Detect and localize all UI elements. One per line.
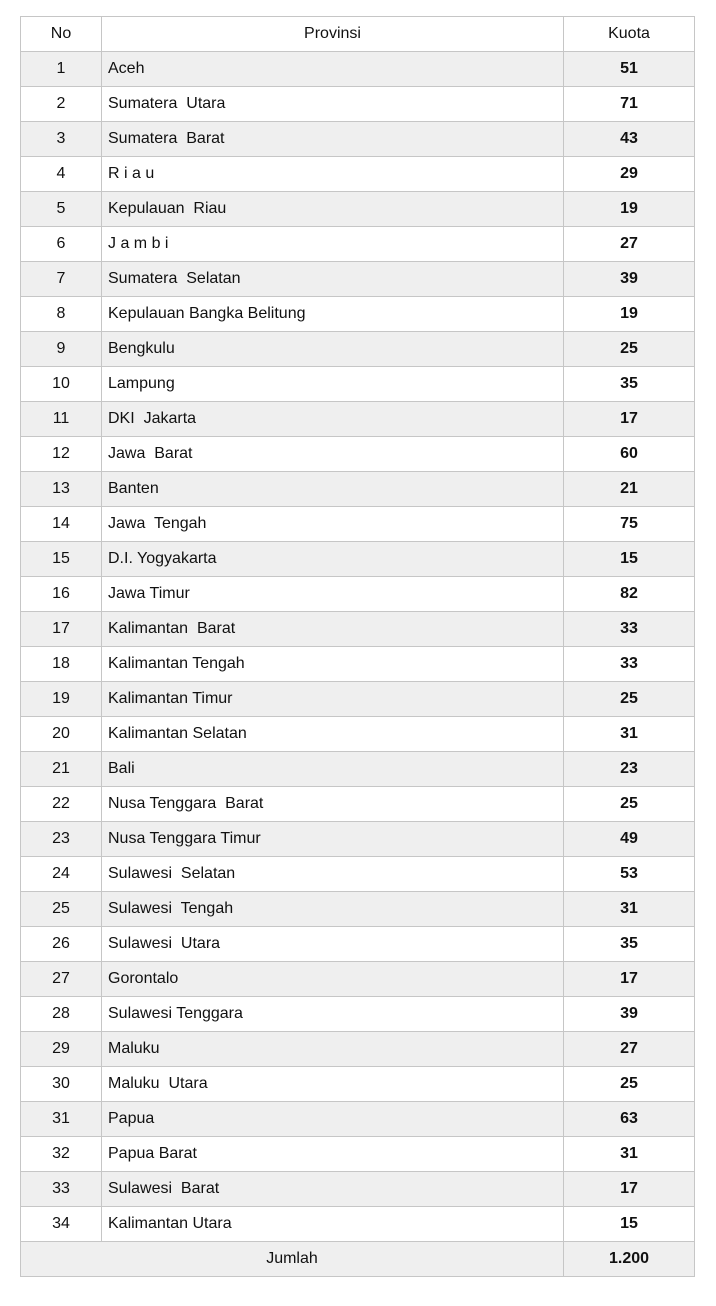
row-no: 25 xyxy=(21,892,102,927)
row-kuota: 27 xyxy=(564,1032,695,1067)
table-row xyxy=(21,577,695,612)
row-kuota: 15 xyxy=(564,542,695,577)
row-kuota: 25 xyxy=(564,682,695,717)
row-provinsi: Jawa Timur xyxy=(102,577,564,612)
row-provinsi: Lampung xyxy=(102,367,564,402)
row-kuota: 63 xyxy=(564,1102,695,1137)
row-kuota: 25 xyxy=(564,787,695,822)
row-kuota: 60 xyxy=(564,437,695,472)
row-kuota: 31 xyxy=(564,717,695,752)
table-row xyxy=(21,962,695,997)
table-row xyxy=(21,87,695,122)
row-provinsi: Kalimantan Selatan xyxy=(102,717,564,752)
row-kuota: 39 xyxy=(564,262,695,297)
header-kuota: Kuota xyxy=(564,17,695,52)
table-row xyxy=(21,52,695,87)
row-no: 19 xyxy=(21,682,102,717)
row-kuota: 35 xyxy=(564,367,695,402)
table-row xyxy=(21,1207,695,1242)
row-no: 10 xyxy=(21,367,102,402)
quota-table-container xyxy=(20,16,694,1277)
row-provinsi: Gorontalo xyxy=(102,962,564,997)
row-provinsi: Kalimantan Tengah xyxy=(102,647,564,682)
row-no: 6 xyxy=(21,227,102,262)
row-provinsi: Kepulauan Bangka Belitung xyxy=(102,297,564,332)
row-no: 7 xyxy=(21,262,102,297)
row-no: 9 xyxy=(21,332,102,367)
row-kuota: 39 xyxy=(564,997,695,1032)
row-kuota: 17 xyxy=(564,962,695,997)
table-row xyxy=(21,192,695,227)
row-no: 30 xyxy=(21,1067,102,1102)
row-provinsi: Bengkulu xyxy=(102,332,564,367)
row-no: 18 xyxy=(21,647,102,682)
row-no: 13 xyxy=(21,472,102,507)
row-provinsi: D.I. Yogyakarta xyxy=(102,542,564,577)
row-kuota: 35 xyxy=(564,927,695,962)
row-provinsi: R i a u xyxy=(102,157,564,192)
row-no: 23 xyxy=(21,822,102,857)
row-provinsi: Papua xyxy=(102,1102,564,1137)
row-kuota: 25 xyxy=(564,1067,695,1102)
row-no: 20 xyxy=(21,717,102,752)
row-no: 34 xyxy=(21,1207,102,1242)
row-kuota: 19 xyxy=(564,297,695,332)
row-no: 1 xyxy=(21,52,102,87)
row-provinsi: Sulawesi Utara xyxy=(102,927,564,962)
table-row xyxy=(21,157,695,192)
row-provinsi: Banten xyxy=(102,472,564,507)
row-no: 14 xyxy=(21,507,102,542)
table-row xyxy=(21,1172,695,1207)
table-row xyxy=(21,682,695,717)
row-kuota: 33 xyxy=(564,612,695,647)
table-row xyxy=(21,367,695,402)
table-row xyxy=(21,717,695,752)
row-provinsi: Aceh xyxy=(102,52,564,87)
table-row xyxy=(21,752,695,787)
row-kuota: 17 xyxy=(564,1172,695,1207)
row-provinsi: Bali xyxy=(102,752,564,787)
row-no: 29 xyxy=(21,1032,102,1067)
table-row xyxy=(21,402,695,437)
table-row xyxy=(21,1032,695,1067)
row-no: 5 xyxy=(21,192,102,227)
row-provinsi: Kalimantan Utara xyxy=(102,1207,564,1242)
row-provinsi: Sulawesi Tenggara xyxy=(102,997,564,1032)
row-kuota: 25 xyxy=(564,332,695,367)
row-provinsi: Kalimantan Barat xyxy=(102,612,564,647)
row-kuota: 21 xyxy=(564,472,695,507)
row-kuota: 23 xyxy=(564,752,695,787)
row-no: 11 xyxy=(21,402,102,437)
row-provinsi: Kepulauan Riau xyxy=(102,192,564,227)
total-label: Jumlah xyxy=(21,1242,564,1277)
row-provinsi: DKI Jakarta xyxy=(102,402,564,437)
table-row xyxy=(21,612,695,647)
table-row xyxy=(21,227,695,262)
table-row xyxy=(21,857,695,892)
total-row xyxy=(21,1242,695,1277)
row-no: 27 xyxy=(21,962,102,997)
row-provinsi: Sulawesi Selatan xyxy=(102,857,564,892)
header-row xyxy=(21,17,695,52)
row-kuota: 71 xyxy=(564,87,695,122)
row-no: 17 xyxy=(21,612,102,647)
row-provinsi: Sulawesi Barat xyxy=(102,1172,564,1207)
table-row xyxy=(21,262,695,297)
table-row xyxy=(21,437,695,472)
table-row xyxy=(21,472,695,507)
total-value: 1.200 xyxy=(564,1242,695,1277)
row-no: 8 xyxy=(21,297,102,332)
table-row xyxy=(21,1102,695,1137)
row-provinsi: Maluku Utara xyxy=(102,1067,564,1102)
row-kuota: 27 xyxy=(564,227,695,262)
row-kuota: 19 xyxy=(564,192,695,227)
row-kuota: 53 xyxy=(564,857,695,892)
row-kuota: 75 xyxy=(564,507,695,542)
row-no: 26 xyxy=(21,927,102,962)
table-row xyxy=(21,332,695,367)
row-kuota: 15 xyxy=(564,1207,695,1242)
row-no: 28 xyxy=(21,997,102,1032)
table-row xyxy=(21,122,695,157)
row-no: 15 xyxy=(21,542,102,577)
row-no: 12 xyxy=(21,437,102,472)
row-provinsi: Maluku xyxy=(102,1032,564,1067)
row-provinsi: J a m b i xyxy=(102,227,564,262)
table-row xyxy=(21,787,695,822)
row-provinsi: Papua Barat xyxy=(102,1137,564,1172)
row-kuota: 82 xyxy=(564,577,695,612)
row-provinsi: Sumatera Selatan xyxy=(102,262,564,297)
row-provinsi: Sumatera Utara xyxy=(102,87,564,122)
row-provinsi: Sulawesi Tengah xyxy=(102,892,564,927)
table-row xyxy=(21,1137,695,1172)
row-no: 24 xyxy=(21,857,102,892)
row-no: 22 xyxy=(21,787,102,822)
row-kuota: 43 xyxy=(564,122,695,157)
table-row xyxy=(21,1067,695,1102)
row-no: 32 xyxy=(21,1137,102,1172)
row-no: 16 xyxy=(21,577,102,612)
row-provinsi: Nusa Tenggara Barat xyxy=(102,787,564,822)
row-no: 21 xyxy=(21,752,102,787)
table-row xyxy=(21,542,695,577)
row-kuota: 33 xyxy=(564,647,695,682)
table-row xyxy=(21,997,695,1032)
table-row xyxy=(21,927,695,962)
row-no: 31 xyxy=(21,1102,102,1137)
row-kuota: 31 xyxy=(564,1137,695,1172)
table-row xyxy=(21,297,695,332)
row-no: 33 xyxy=(21,1172,102,1207)
table-row xyxy=(21,822,695,857)
table-row xyxy=(21,507,695,542)
row-kuota: 31 xyxy=(564,892,695,927)
header-provinsi: Provinsi xyxy=(102,17,564,52)
header-no: No xyxy=(21,17,102,52)
row-provinsi: Jawa Tengah xyxy=(102,507,564,542)
table-row xyxy=(21,892,695,927)
quota-table xyxy=(20,16,695,1277)
row-no: 4 xyxy=(21,157,102,192)
row-provinsi: Kalimantan Timur xyxy=(102,682,564,717)
table-row xyxy=(21,647,695,682)
row-provinsi: Jawa Barat xyxy=(102,437,564,472)
row-provinsi: Nusa Tenggara Timur xyxy=(102,822,564,857)
row-provinsi: Sumatera Barat xyxy=(102,122,564,157)
row-kuota: 29 xyxy=(564,157,695,192)
row-no: 3 xyxy=(21,122,102,157)
row-kuota: 51 xyxy=(564,52,695,87)
row-kuota: 17 xyxy=(564,402,695,437)
row-kuota: 49 xyxy=(564,822,695,857)
row-no: 2 xyxy=(21,87,102,122)
